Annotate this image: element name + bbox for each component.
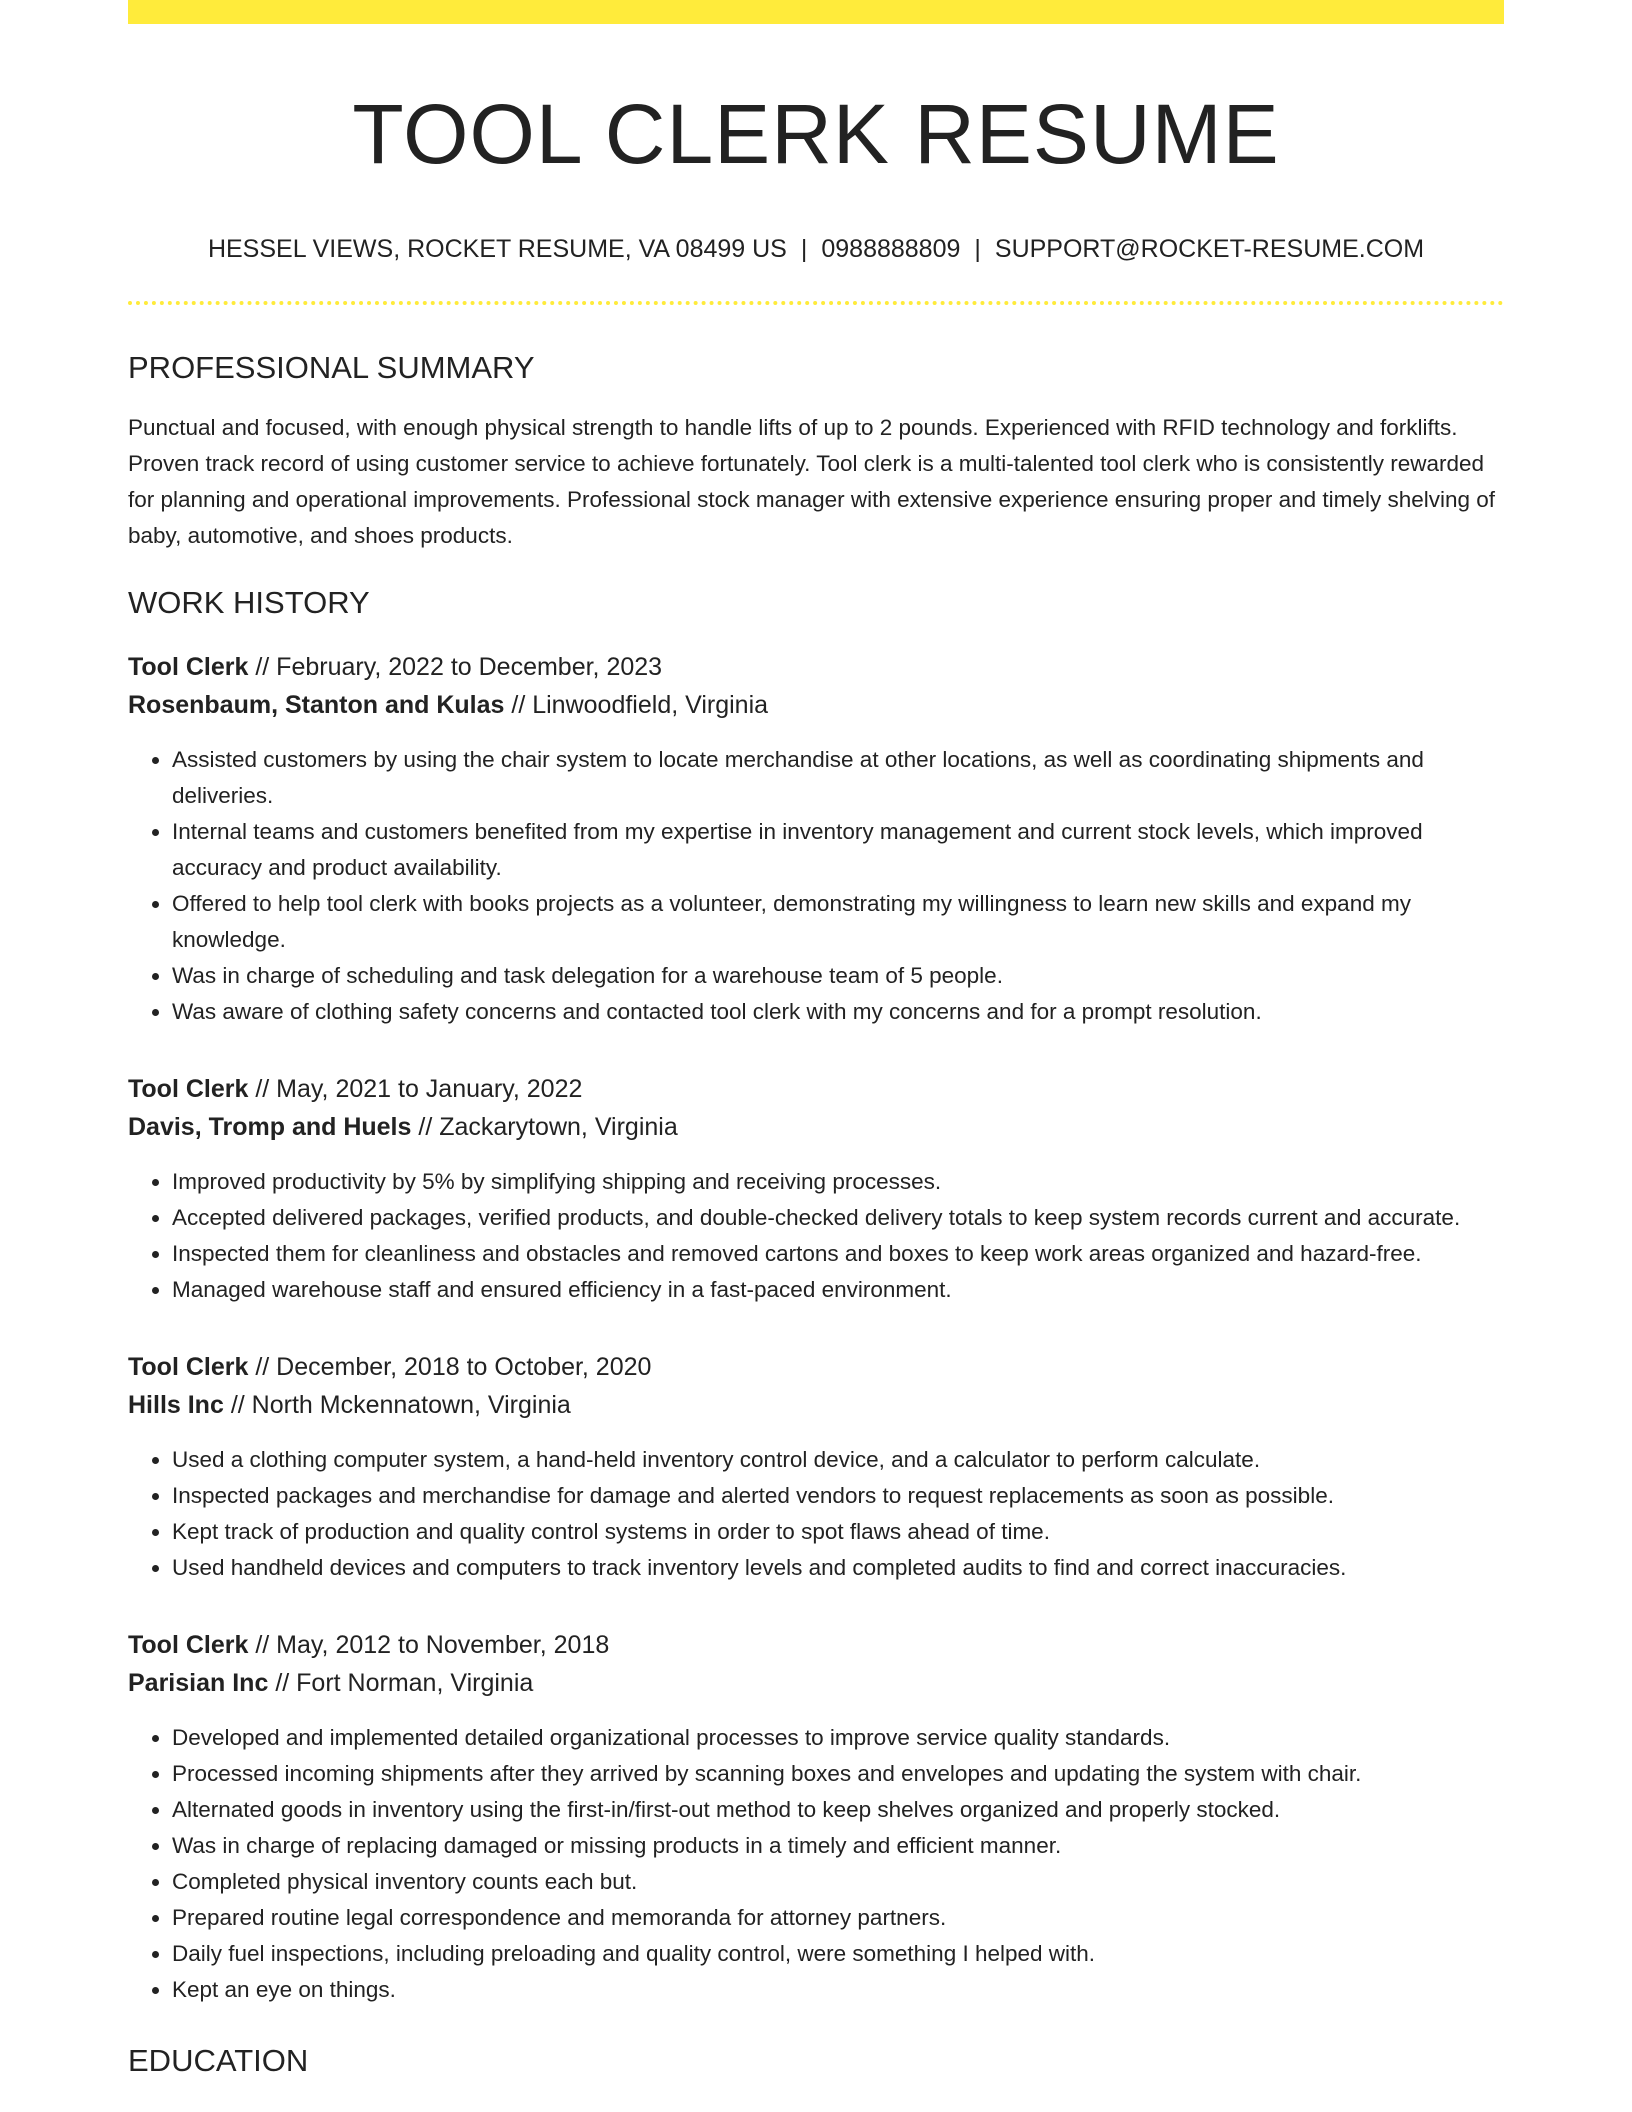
job-bullet: • Daily fuel inspections, including preloading and quality control, were something I helped with. xyxy=(172,1936,1504,1972)
job-company: Parisian Inc xyxy=(128,1668,269,1697)
job-role-line xyxy=(128,1070,1504,1108)
job-company-line xyxy=(128,1386,1504,1424)
job-role: Tool Clerk xyxy=(128,652,249,681)
job-entry xyxy=(128,1070,1504,1308)
job-bullet: • Prepared routine legal correspondence and memoranda for attorney partners. xyxy=(172,1900,1504,1936)
job-role: Tool Clerk xyxy=(128,1074,249,1103)
job-bullet: • Was in charge of replacing damaged or missing products in a timely and efficient manner. xyxy=(172,1828,1504,1864)
job-bullet: • Was aware of clothing safety concerns and contacted tool clerk with my concerns and for a prompt resolution. xyxy=(172,994,1504,1030)
job-dates: // February, 2022 to December, 2023 xyxy=(255,652,663,681)
job-dates: // May, 2021 to January, 2022 xyxy=(255,1074,583,1103)
job-bullet: • Used a clothing computer system, a hand-held inventory control device, and a calculator to perform calculate. xyxy=(172,1442,1504,1478)
job-bullet: • Alternated goods in inventory using the first-in/first-out method to keep shelves organized and properly stocked. xyxy=(172,1792,1504,1828)
job-bullets xyxy=(128,1720,1504,2008)
job-role: Tool Clerk xyxy=(128,1352,249,1381)
job-company: Hills Inc xyxy=(128,1390,224,1419)
contact-email: SUPPORT@ROCKET-RESUME.COM xyxy=(994,234,1425,263)
job-location: // North Mckennatown, Virginia xyxy=(230,1390,571,1419)
job-role-line xyxy=(128,648,1504,686)
job-role: Tool Clerk xyxy=(128,1630,249,1659)
job-entry xyxy=(128,1626,1504,2008)
dotted-divider xyxy=(128,301,1504,305)
job-bullet: • Kept an eye on things. xyxy=(172,1972,1504,2008)
resume-title: TOOL CLERK RESUME xyxy=(352,87,1280,181)
job-bullet: • Processed incoming shipments after they arrived by scanning boxes and envelopes and updating the system with chair. xyxy=(172,1756,1504,1792)
job-bullets xyxy=(128,1164,1504,1308)
job-bullet: • Inspected packages and merchandise for damage and alerted vendors to request replacements as soon as possible. xyxy=(172,1478,1504,1514)
resume-page xyxy=(128,0,1504,2079)
job-company: Davis, Tromp and Huels xyxy=(128,1112,412,1141)
job-company-line xyxy=(128,686,1504,724)
contact-phone: 0988888809 xyxy=(821,234,961,263)
job-bullet: • Inspected them for cleanliness and obstacles and removed cartons and boxes to keep work areas organized and hazard-free. xyxy=(172,1236,1504,1272)
job-dates: // May, 2012 to November, 2018 xyxy=(255,1630,610,1659)
section-title-education: EDUCATION xyxy=(128,2042,309,2078)
contact-address: HESSEL VIEWS, ROCKET RESUME, VA 08499 US xyxy=(207,234,787,263)
job-company-line xyxy=(128,1108,1504,1146)
job-bullet: • Was in charge of scheduling and task delegation for a warehouse team of 5 people. xyxy=(172,958,1504,994)
job-bullet: • Used handheld devices and computers to track inventory levels and completed audits to find and correct inaccuracies. xyxy=(172,1550,1504,1586)
job-entry xyxy=(128,1348,1504,1586)
section-title-summary: PROFESSIONAL SUMMARY xyxy=(128,350,535,386)
top-accent-bar xyxy=(128,0,1504,24)
contact-separator: | xyxy=(974,234,981,263)
job-location: // Fort Norman, Virginia xyxy=(275,1668,534,1697)
job-role-line xyxy=(128,1348,1504,1386)
job-bullet: • Accepted delivered packages, verified products, and double-checked delivery totals to keep system records current and accurate. xyxy=(172,1200,1504,1236)
job-bullet: • Improved productivity by 5% by simplifying shipping and receiving processes. xyxy=(172,1164,1504,1200)
job-company: Rosenbaum, Stanton and Kulas xyxy=(128,690,505,719)
job-bullet: • Managed warehouse staff and ensured efficiency in a fast-paced environment. xyxy=(172,1272,1504,1308)
job-company-line xyxy=(128,1664,1504,1702)
job-bullets xyxy=(128,1442,1504,1586)
section-title-work-history: WORK HISTORY xyxy=(128,585,370,621)
job-location: // Linwoodfield, Virginia xyxy=(511,690,769,719)
job-bullet: • Completed physical inventory counts each but. xyxy=(172,1864,1504,1900)
job-bullets xyxy=(128,742,1504,1030)
job-location: // Zackarytown, Virginia xyxy=(418,1112,678,1141)
summary-text: Punctual and focused, with enough physical strength to handle lifts of up to 2 pounds. Experienced with RFID technology and forklifts. Proven track record of using customer service to achieve fortunately. Tool clerk is a multi-talented tool clerk who is consistently rewarded for planning and operational improvements. Professional stock manager with extensive experience ensuring proper and timely shelving of baby, automotive, and shoes products. xyxy=(128,415,1496,549)
job-bullet: • Assisted customers by using the chair system to locate merchandise at other locations, as well as coordinating shipments and deliveries. xyxy=(172,742,1504,814)
job-entry xyxy=(128,648,1504,1030)
job-bullet: • Developed and implemented detailed organizational processes to improve service quality standards. xyxy=(172,1720,1504,1756)
job-dates: // December, 2018 to October, 2020 xyxy=(255,1352,652,1381)
contact-line xyxy=(128,233,1504,266)
job-bullet: • Kept track of production and quality control systems in order to spot flaws ahead of time. xyxy=(172,1514,1504,1550)
job-role-line xyxy=(128,1626,1504,1664)
job-bullet: • Internal teams and customers benefited from my expertise in inventory management and current stock levels, which improved accuracy and product availability. xyxy=(172,814,1504,886)
contact-separator: | xyxy=(800,234,808,263)
job-bullet: • Offered to help tool clerk with books projects as a volunteer, demonstrating my willingness to learn new skills and expand my knowledge. xyxy=(172,886,1504,958)
